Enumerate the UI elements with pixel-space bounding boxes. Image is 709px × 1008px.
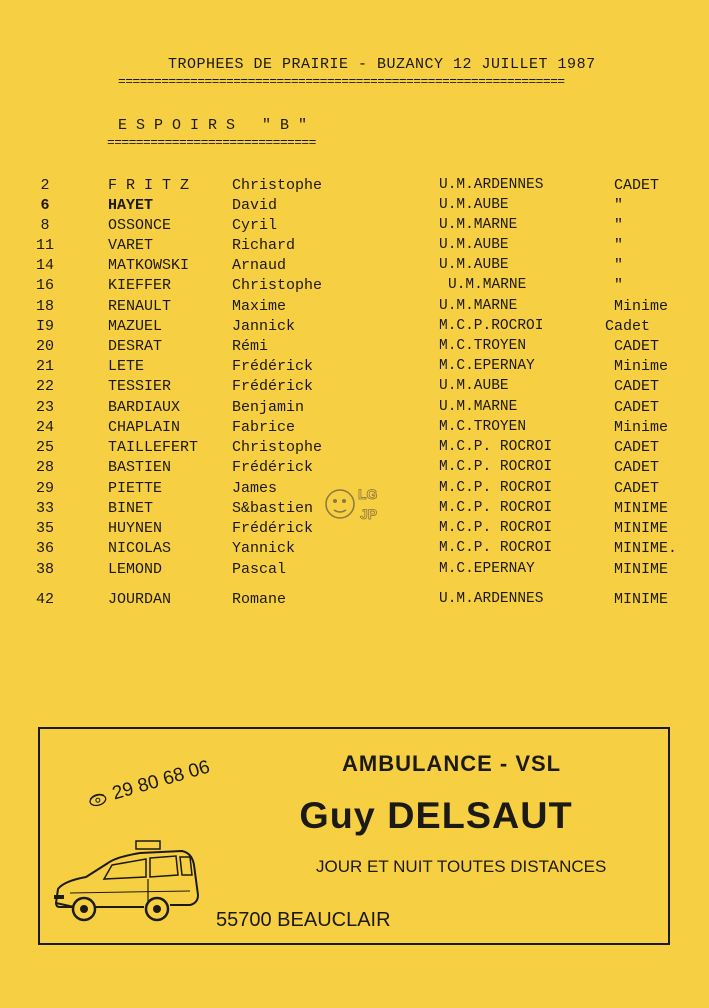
bib-number: 23 [35,399,54,416]
age-category: CADET [614,338,660,355]
club: M.C.P. ROCROI [439,480,553,496]
result-row [0,197,709,217]
first-name: Frédérick [232,358,314,375]
ambulance-car-icon [50,837,202,929]
club: M.C.P. ROCROI [439,500,553,516]
last-name: BARDIAUX [108,399,181,416]
bib-number: 20 [35,338,54,355]
svg-text:JP: JP [360,506,378,522]
bib-number: 29 [35,480,54,497]
last-name: LETE [108,358,145,375]
last-name: CHAPLAIN [108,419,181,436]
result-row [0,358,709,378]
first-name: Rémi [232,338,269,355]
age-category: CADET [614,177,660,194]
initials-stamp [322,481,388,527]
result-row [0,540,709,560]
category-heading: ESPOIRS "B" [118,117,317,134]
page-title: TROPHEES DE PRAIRIE - BUZANCY 12 JUILLET 1987 [168,56,596,73]
last-name: TESSIER [108,378,172,395]
result-row [0,217,709,237]
age-category: MINIME. [614,540,678,557]
club: M.C.TROYEN [439,338,527,354]
club: M.C.P. ROCROI [439,439,553,455]
last-name: FRITZ [108,177,199,194]
ad-tagline: JOUR ET NUIT TOUTES DISTANCES [316,857,607,876]
first-name: Yannick [232,540,296,557]
age-category: Minime [614,298,669,315]
club: U.M.MARNE [439,298,518,314]
result-row [0,561,709,581]
age-category: " [614,197,624,214]
first-name: Maxime [232,298,287,315]
club: M.C.EPERNAY [439,561,535,577]
age-category: MINIME [614,561,669,578]
first-name: David [232,197,278,214]
club: U.M.MARNE [439,217,518,233]
telephone-icon [86,790,109,809]
bib-number: 35 [35,520,54,537]
last-name: NICOLAS [108,540,172,557]
result-row [0,177,709,197]
result-row [0,338,709,358]
first-name: Christophe [232,439,323,456]
first-name: Frédérick [232,378,314,395]
club: U.M.AUBE [439,378,509,394]
bib-number: 33 [35,500,54,517]
club: M.C.EPERNAY [439,358,535,374]
first-name: Richard [232,237,296,254]
club: M.C.P. ROCROI [439,520,553,536]
first-name: Christophe [232,277,323,294]
last-name: BINET [108,500,154,517]
bib-number: 21 [35,358,54,375]
ad-heading: AMBULANCE - VSL [342,751,562,776]
ad-phone [85,757,213,813]
bib-number: 25 [35,439,54,456]
club: M.C.P. ROCROI [439,459,553,475]
first-name: Christophe [232,177,323,194]
bib-number: 28 [35,459,54,476]
bib-number: I9 [35,318,54,335]
last-name: DESRAT [108,338,163,355]
ad-company-name: Guy DELSAUT [299,795,573,836]
club: U.M.AUBE [439,197,509,213]
club: U.M.AUBE [439,257,509,273]
age-category: CADET [614,459,660,476]
ambulance-advertisement [38,727,670,945]
last-name: BASTIEN [108,459,172,476]
result-row [0,298,709,318]
age-category: " [614,257,624,274]
first-name: Cyril [232,217,278,234]
bib-number: 11 [35,237,54,254]
age-category: " [614,217,624,234]
club: U.M.AUBE [439,237,509,253]
ad-city: 55700 BEAUCLAIR [216,909,391,931]
first-name: Frédérick [232,459,314,476]
result-row [0,459,709,479]
first-name: Fabrice [232,419,296,436]
first-name: Arnaud [232,257,287,274]
result-row [0,378,709,398]
club: U.M.MARNE [448,277,527,293]
title-underline: ============================================================== [118,74,565,89]
bib-number: 2 [40,177,50,194]
last-name: MAZUEL [108,318,163,335]
svg-text:LG: LG [358,486,378,502]
age-category: MINIME [614,500,669,517]
result-row [0,419,709,439]
result-row [0,318,709,338]
result-row [0,439,709,459]
age-category: Minime [614,419,669,436]
last-name: HAYET [108,197,154,214]
first-name: Frédérick [232,520,314,537]
result-row [0,257,709,277]
ad-phone-number: 29 80 68 06 [109,756,213,805]
club: M.C.P.ROCROI [439,318,544,334]
first-name: Benjamin [232,399,305,416]
age-category: " [614,237,624,254]
age-category: MINIME [614,591,669,608]
last-name: VARET [108,237,154,254]
bib-number: 14 [35,257,54,274]
club: M.C.TROYEN [439,419,527,435]
last-name: PIETTE [108,480,163,497]
club: M.C.P. ROCROI [439,540,553,556]
age-category: CADET [614,439,660,456]
last-name: JOURDAN [108,591,172,608]
first-name: Romane [232,591,287,608]
bib-number: 18 [35,298,54,315]
bib-number: 24 [35,419,54,436]
age-category: Cadet [605,318,651,335]
age-category: CADET [614,399,660,416]
last-name: KIEFFER [108,277,172,294]
club: U.M.ARDENNES [439,177,544,193]
age-category: CADET [614,378,660,395]
last-name: LEMOND [108,561,163,578]
bib-number: 42 [35,591,54,608]
age-category: " [614,277,624,294]
bib-number: 36 [35,540,54,557]
bib-number: 16 [35,277,54,294]
bib-number: 8 [40,217,50,234]
age-category: CADET [614,480,660,497]
last-name: OSSONCE [108,217,172,234]
result-row [0,277,709,297]
first-name: Pascal [232,561,287,578]
age-category: MINIME [614,520,669,537]
result-row [0,237,709,257]
last-name: TAILLEFERT [108,439,199,456]
last-name: HUYNEN [108,520,163,537]
last-name: RENAULT [108,298,172,315]
result-row [0,399,709,419]
bib-number: 22 [35,378,54,395]
bib-number: 6 [40,197,50,214]
club: U.M.ARDENNES [439,591,544,607]
club: U.M.MARNE [439,399,518,415]
first-name: James [232,480,278,497]
result-row [0,591,709,611]
first-name: Jannick [232,318,296,335]
bib-number: 38 [35,561,54,578]
last-name: MATKOWSKI [108,257,190,274]
age-category: Minime [614,358,669,375]
category-underline: ============================= [107,135,316,150]
first-name: S&bastien [232,500,314,517]
